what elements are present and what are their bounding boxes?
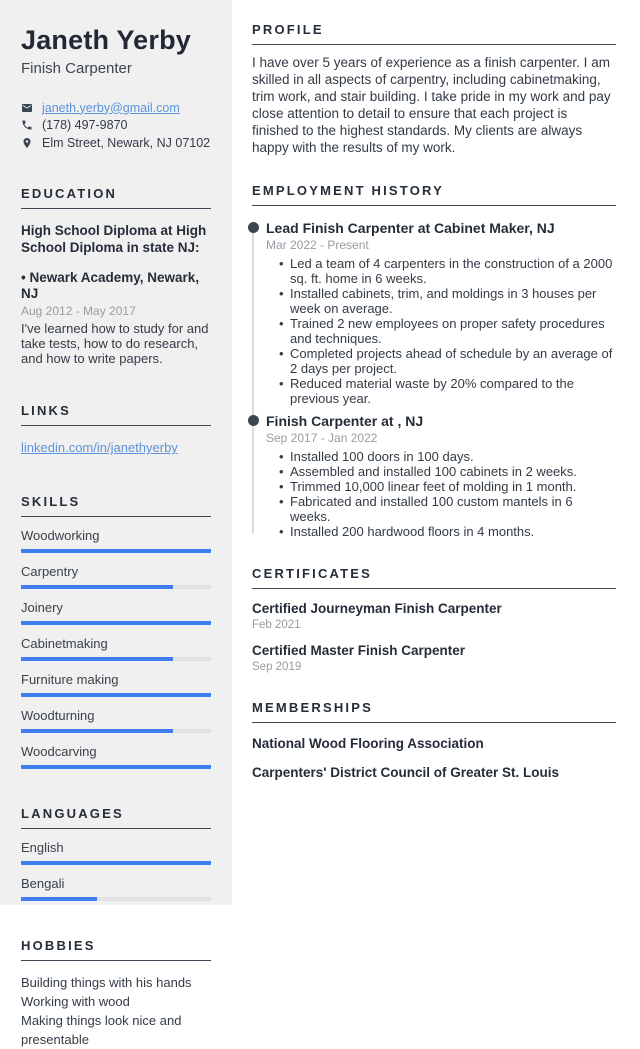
mail-icon: [21, 102, 33, 114]
hobby-item: Making things look nice and presentable: [21, 1013, 182, 1048]
contact-email-row: [21, 102, 211, 115]
certificate-title: Certified Journeyman Finish Carpenter: [252, 601, 502, 616]
skill-label: Carpentry: [21, 564, 79, 580]
certificate-item: [252, 643, 616, 673]
job-bullet: • Installed cabinets, trim, and moldings in 3 houses per week on average.: [290, 286, 616, 316]
skill-item: [21, 744, 211, 769]
email-link[interactable]: janeth.yerby@gmail.com: [42, 100, 180, 115]
job-entry: [252, 413, 616, 539]
contact-info: [21, 102, 211, 150]
skill-item: [21, 600, 211, 625]
employment-heading: EMPLOYMENT HISTORY: [252, 183, 616, 206]
skill-label: Woodcarving: [21, 744, 97, 760]
skills-section: [21, 494, 211, 769]
education-dates: Aug 2012 - May 2017: [21, 304, 136, 319]
certificate-title: Certified Master Finish Carpenter: [252, 643, 466, 658]
job-title: Lead Finish Carpenter at Cabinet Maker, NJ: [266, 220, 555, 236]
hobbies-list: [21, 973, 211, 1049]
job-bullet: • Installed 200 hardwood floors in 4 months.: [290, 524, 616, 539]
employment-history-section: [252, 183, 616, 539]
job-title: Finish Carpenter at , NJ: [266, 413, 424, 429]
candidate-job-title: Finish Carpenter: [21, 59, 132, 77]
hobby-item: Working with wood: [21, 994, 130, 1010]
job-bullet-list: [266, 449, 616, 539]
skill-item: [21, 564, 211, 589]
education-degree: High School Diploma at High School Diploma in state NJ:: [21, 223, 207, 256]
sidebar: [0, 0, 232, 1048]
job-bullet: • Trained 2 new employees on proper safety procedures and techniques.: [290, 316, 616, 346]
profile-text: I have over 5 years of experience as a finish carpenter. I am skilled in all aspects of carpentry, including cabinetmaking, trim work, and stair building. I take pride in my work and pay close attention to detail to ensure that each project is finished to the highest standards. My clients are always happy with the results of my work.: [252, 55, 611, 155]
skill-bar: [21, 657, 211, 661]
language-label: English: [21, 840, 64, 856]
skill-item: [21, 708, 211, 733]
hobbies-section: [21, 938, 211, 1049]
skill-item: [21, 672, 211, 697]
hobby-item: Building things with his hands: [21, 975, 192, 991]
certificate-date: Feb 2021: [252, 619, 301, 631]
job-dates: Sep 2017 - Jan 2022: [266, 431, 378, 445]
job-bullet: • Fabricated and installed 100 custom mantels in 6 weeks.: [290, 494, 616, 524]
phone-number: (178) 497-9870: [42, 118, 128, 133]
memberships-section: [252, 700, 616, 781]
profile-heading: PROFILE: [252, 22, 616, 45]
job-bullet: • Installed 100 doors in 100 days.: [290, 449, 616, 464]
hobbies-heading: HOBBIES: [21, 938, 211, 961]
education-section: [21, 186, 211, 366]
links-heading: LINKS: [21, 403, 211, 426]
language-bar: [21, 897, 211, 901]
skill-item: [21, 636, 211, 661]
links-section: [21, 403, 211, 457]
skill-bar: [21, 729, 211, 733]
skill-item: [21, 528, 211, 553]
timeline-dot-icon: [248, 415, 259, 426]
profile-section: [252, 22, 616, 156]
job-bullet-list: [266, 256, 616, 406]
language-bar: [21, 861, 211, 865]
skill-label: Furniture making: [21, 672, 119, 688]
memberships-heading: MEMBERSHIPS: [252, 700, 616, 723]
main-content: [232, 0, 640, 905]
languages-section: [21, 806, 211, 901]
skill-bar: [21, 693, 211, 697]
location-pin-icon: [21, 137, 33, 149]
skill-bar: [21, 621, 211, 625]
job-entry: [252, 220, 616, 406]
skill-bar: [21, 585, 211, 589]
skill-label: Joinery: [21, 600, 63, 616]
contact-phone-row: [21, 119, 211, 132]
phone-icon: [21, 119, 33, 131]
employment-timeline: [252, 220, 616, 539]
linkedin-link[interactable]: linkedin.com/in/janethyerby: [21, 440, 178, 456]
language-item: [21, 876, 211, 901]
languages-heading: LANGUAGES: [21, 806, 211, 829]
skills-heading: SKILLS: [21, 494, 211, 517]
job-bullet: • Trimmed 10,000 linear feet of molding in 1 month.: [290, 479, 616, 494]
skill-label: Cabinetmaking: [21, 636, 108, 652]
certificate-date: Sep 2019: [252, 661, 302, 673]
education-school: • Newark Academy, Newark, NJ: [21, 270, 200, 302]
skill-bar: [21, 549, 211, 553]
skill-label: Woodworking: [21, 528, 100, 544]
contact-address-row: [21, 137, 211, 150]
membership-item: National Wood Flooring Association: [252, 736, 484, 751]
job-bullet: • Assembled and installed 100 cabinets in 2 weeks.: [290, 464, 616, 479]
membership-item: Carpenters' District Council of Greater St. Louis: [252, 765, 560, 780]
timeline-dot-icon: [248, 222, 259, 233]
certificate-item: [252, 601, 616, 631]
job-bullet: • Led a team of 4 carpenters in the construction of a 2000 sq. ft. home in 6 weeks.: [290, 256, 616, 286]
certificates-heading: CERTIFICATES: [252, 566, 616, 589]
skill-label: Woodturning: [21, 708, 95, 724]
job-dates: Mar 2022 - Present: [266, 238, 369, 252]
address-text: Elm Street, Newark, NJ 07102: [42, 135, 211, 150]
education-heading: EDUCATION: [21, 186, 211, 209]
skill-bar: [21, 765, 211, 769]
certificates-section: [252, 566, 616, 673]
language-item: [21, 840, 211, 865]
job-bullet: • Reduced material waste by 20% compared to the previous year.: [290, 376, 616, 406]
education-description: I've learned how to study for and take tests, how to do research, and how to write papers.: [21, 321, 209, 367]
language-label: Bengali: [21, 876, 65, 892]
job-bullet: • Completed projects ahead of schedule by an average of 2 days per project.: [290, 346, 616, 376]
candidate-name: Janeth Yerby: [21, 25, 191, 55]
